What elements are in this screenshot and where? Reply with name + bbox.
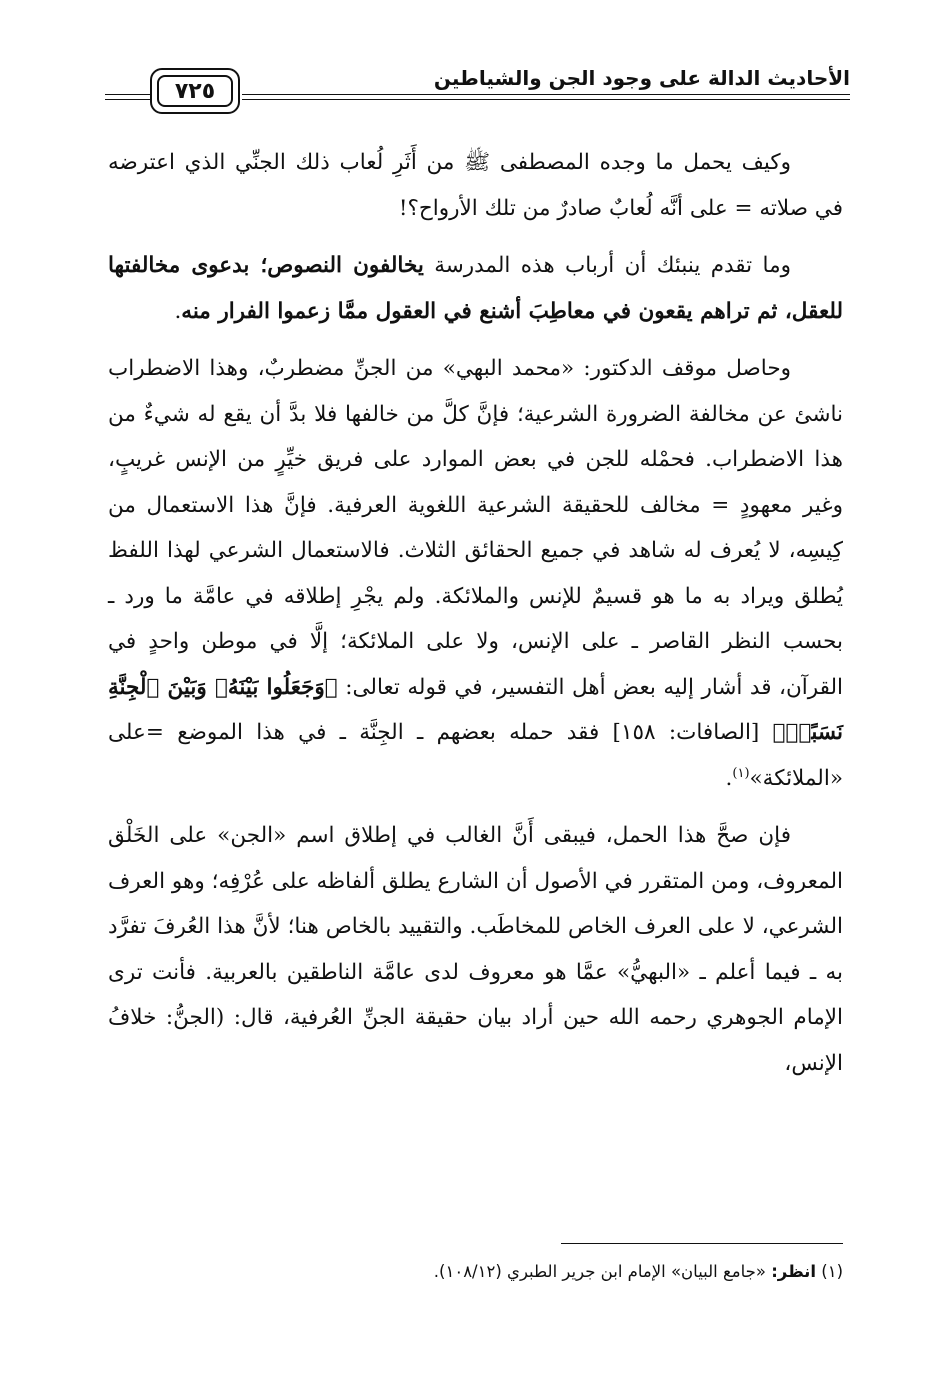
paragraph-2-text: وما تقدم ينبئك أن أرباب هذه المدرسة [423, 253, 792, 278]
header-rule-right-2 [242, 99, 850, 100]
paragraph-3-text-b: [الصافات: ١٥٨] فقد حمله بعضهم ـ الجِنَّة ـ في هذا الموضع =على «الملائكة» [108, 720, 843, 791]
paragraph-1 [108, 140, 843, 231]
paragraph-4-text: فإن صحَّ هذا الحمل، فيبقى أَنَّ الغالب في إطلاق اسم «الجن» على الخَلْق المعروف، ومن المتقرر في الأصول أن الشارع يطلق ألفاظه على عُرْفِه؛ وهو العرف الشرعي، لا على العرف الخاص للمخاطَب. والتقييد بالخاص هنا؛ لأنَّ هذا العُرفَ تفرَّد به ـ فيما أعلم ـ «البهيُّ» عمَّا هو معروف لدى عامَّة الناطقين بالعربية. فأنت ترى الإمام الجوهري رحمه الله حين أراد بيان حقيقة الجنِّ العُرفية، قال: (الجنُّ: خلافُ الإنس، [108, 823, 843, 1076]
header-rule-left-2 [105, 99, 150, 100]
paragraph-3 [108, 346, 843, 801]
footnote-ref[interactable]: (١) [732, 765, 750, 781]
page-number-frame [150, 68, 240, 114]
footnote-label: انظر: [771, 1262, 816, 1281]
paragraph-4 [108, 813, 843, 1086]
footnote-text: «جامع البيان» الإمام ابن جرير الطبري (١٠٨/١٢). [433, 1262, 772, 1281]
paragraph-2 [108, 243, 843, 334]
paragraph-2-bold: يخالفون النصوص؛ بدعوى مخالفتها للعقل، ثم تراهم يقعون في معاطِبَ أشنع في العقول ممَّا زعموا الفرار منه [108, 253, 843, 324]
paragraph-3-text-a: وحاصل موقف الدكتور: «محمد البهي» من الجنِّ مضطربٌ، وهذا الاضطراب ناشئ عن مخالفة الضرورة الشرعية؛ فإنَّ كلَّ من خالفها فلا بدَّ أن يقع له شيءٌ من هذا الاضطراب. فحمْله للجن في بعض الموارد على فريق خيِّرٍ من الإنس غريبٍ، وغير معهودٍ = مخالف للحقيقة الشرعية اللغوية العرفية. فإنَّ هذا الاستعمال من كِيسِه، لا يُعرف له شاهد في جميع الحقائق الثلاث. فالاستعمال الشرعي لهذا اللفظ يُطلق ويراد به ما هو قسيمٌ للإنس والملائكة. ولم يجْرِ إطلاقه في عامَّة ما ورد ـ بحسب النظر القاصر ـ على الإنس، ولا على الملائكة؛ إلَّا في موطن واحدٍ في القرآن، قد أشار إليه بعض أهل التفسير، في قوله تعالى: [108, 356, 844, 700]
header-rule-right [242, 94, 850, 95]
paragraph-2-end: . [174, 298, 182, 324]
page-number: ٧٢٥ [157, 75, 233, 107]
footnote [103, 1259, 843, 1285]
paragraph-1-text: وكيف يحمل ما وجده المصطفى ﷺ من أَثَرِ لُعاب ذلك الجنِّي الذي اعترضه في صلاته = على أنَّه لُعابٌ صادرٌ من تلك الأرواح؟! [108, 150, 843, 221]
main-text [108, 140, 843, 1098]
page-header [105, 60, 850, 120]
quran-verse: ﴿وَجَعَلُوا بَيْنَهُۥ وَبَيْنَ ٱلْجِنَّةِ نَسَبًاۚ﴾ [108, 674, 843, 745]
running-title: الأحاديث الدالة على وجود الجن والشياطين [433, 66, 850, 90]
header-rule-left [105, 94, 150, 95]
footnote-separator [561, 1243, 843, 1244]
paragraph-3-end: . [725, 765, 733, 791]
footnote-number: (١) [821, 1262, 843, 1281]
